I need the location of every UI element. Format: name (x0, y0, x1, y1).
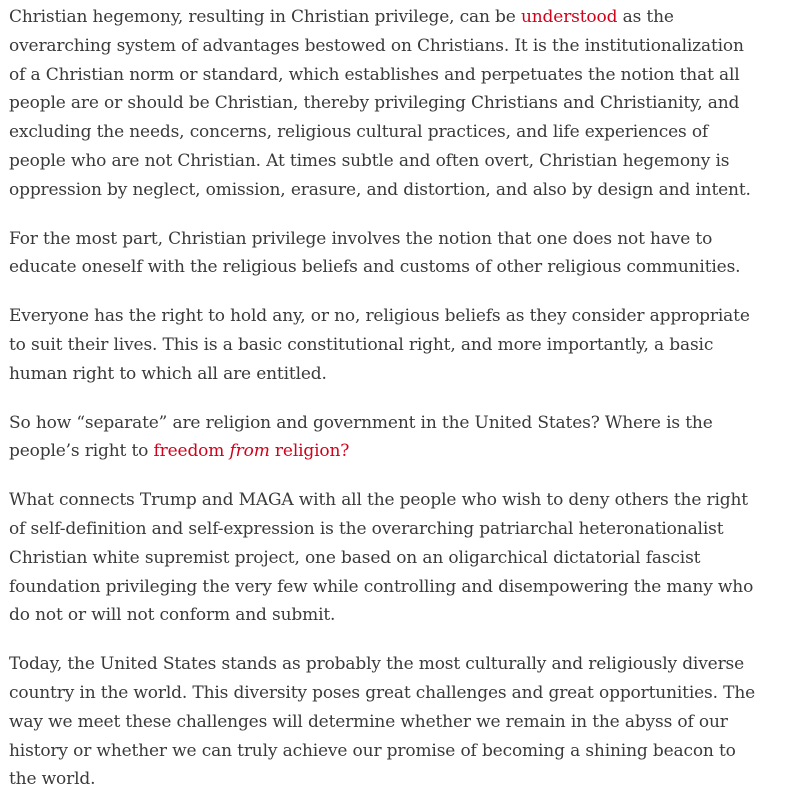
link-text-italic: from (229, 441, 270, 462)
paragraph-text: as the overarching system of advantages bestowed on Christians. It is the institutionalization of a Christian norm or standard, which establishes and perpetuates the notion that all people are or should be Christian, thereby privileging Christians and Christianity, and excluding the needs, concerns, religious cultural practices, and life experiences of people who are not Christian. At times subtle and often overt, Christian hegemony is oppression by neglect, omission, erasure, and distortion, and also by design and intent. (9, 7, 751, 200)
paragraph-christian-privilege: For the most part, Christian privilege involves the notion that one does not have to educate oneself with the religious beliefs and customs of other religious communities. (9, 228, 741, 278)
paragraph-text: So how “separate” are religion and government in the United States? Where is the people’s right to (9, 412, 713, 462)
link-text: freedom (153, 441, 230, 462)
paragraph-text: Christian hegemony, resulting in Christian privilege, can be (9, 7, 521, 27)
freedom-from-religion-link[interactable] (154, 441, 350, 461)
paragraph-christian-hegemony (9, 3, 761, 205)
paragraph-diversity: Today, the United States stands as probably the most culturally and religiously diverse country in the world. This diversity poses great challenges and great opportunities. The way we meet these challenges will determine whether we remain in the abyss of our history or whether we can truly achieve our promise of becoming a shining beacon to the world. (9, 654, 756, 790)
paragraph-right-to-belief: Everyone has the right to hold any, or no, religious beliefs as they consider appropriate to suit their lives. This is a basic constitutional right, and more importantly, a basic human right to which all are entitled. (9, 306, 750, 384)
understood-link[interactable]: understood (520, 7, 618, 27)
paragraph-separation-question (9, 409, 761, 467)
link-text: religion? (269, 441, 350, 462)
paragraph-maga-connection: What connects Trump and MAGA with all the people who wish to deny others the right of self-definition and self-expression is the overarching patriarchal heteronationalist Christian white supremist project, one based on an oligarchical dictatorial fascist foundation privileging the very few while controlling and disempowering the many who do not or will not conform and submit. (9, 490, 754, 626)
